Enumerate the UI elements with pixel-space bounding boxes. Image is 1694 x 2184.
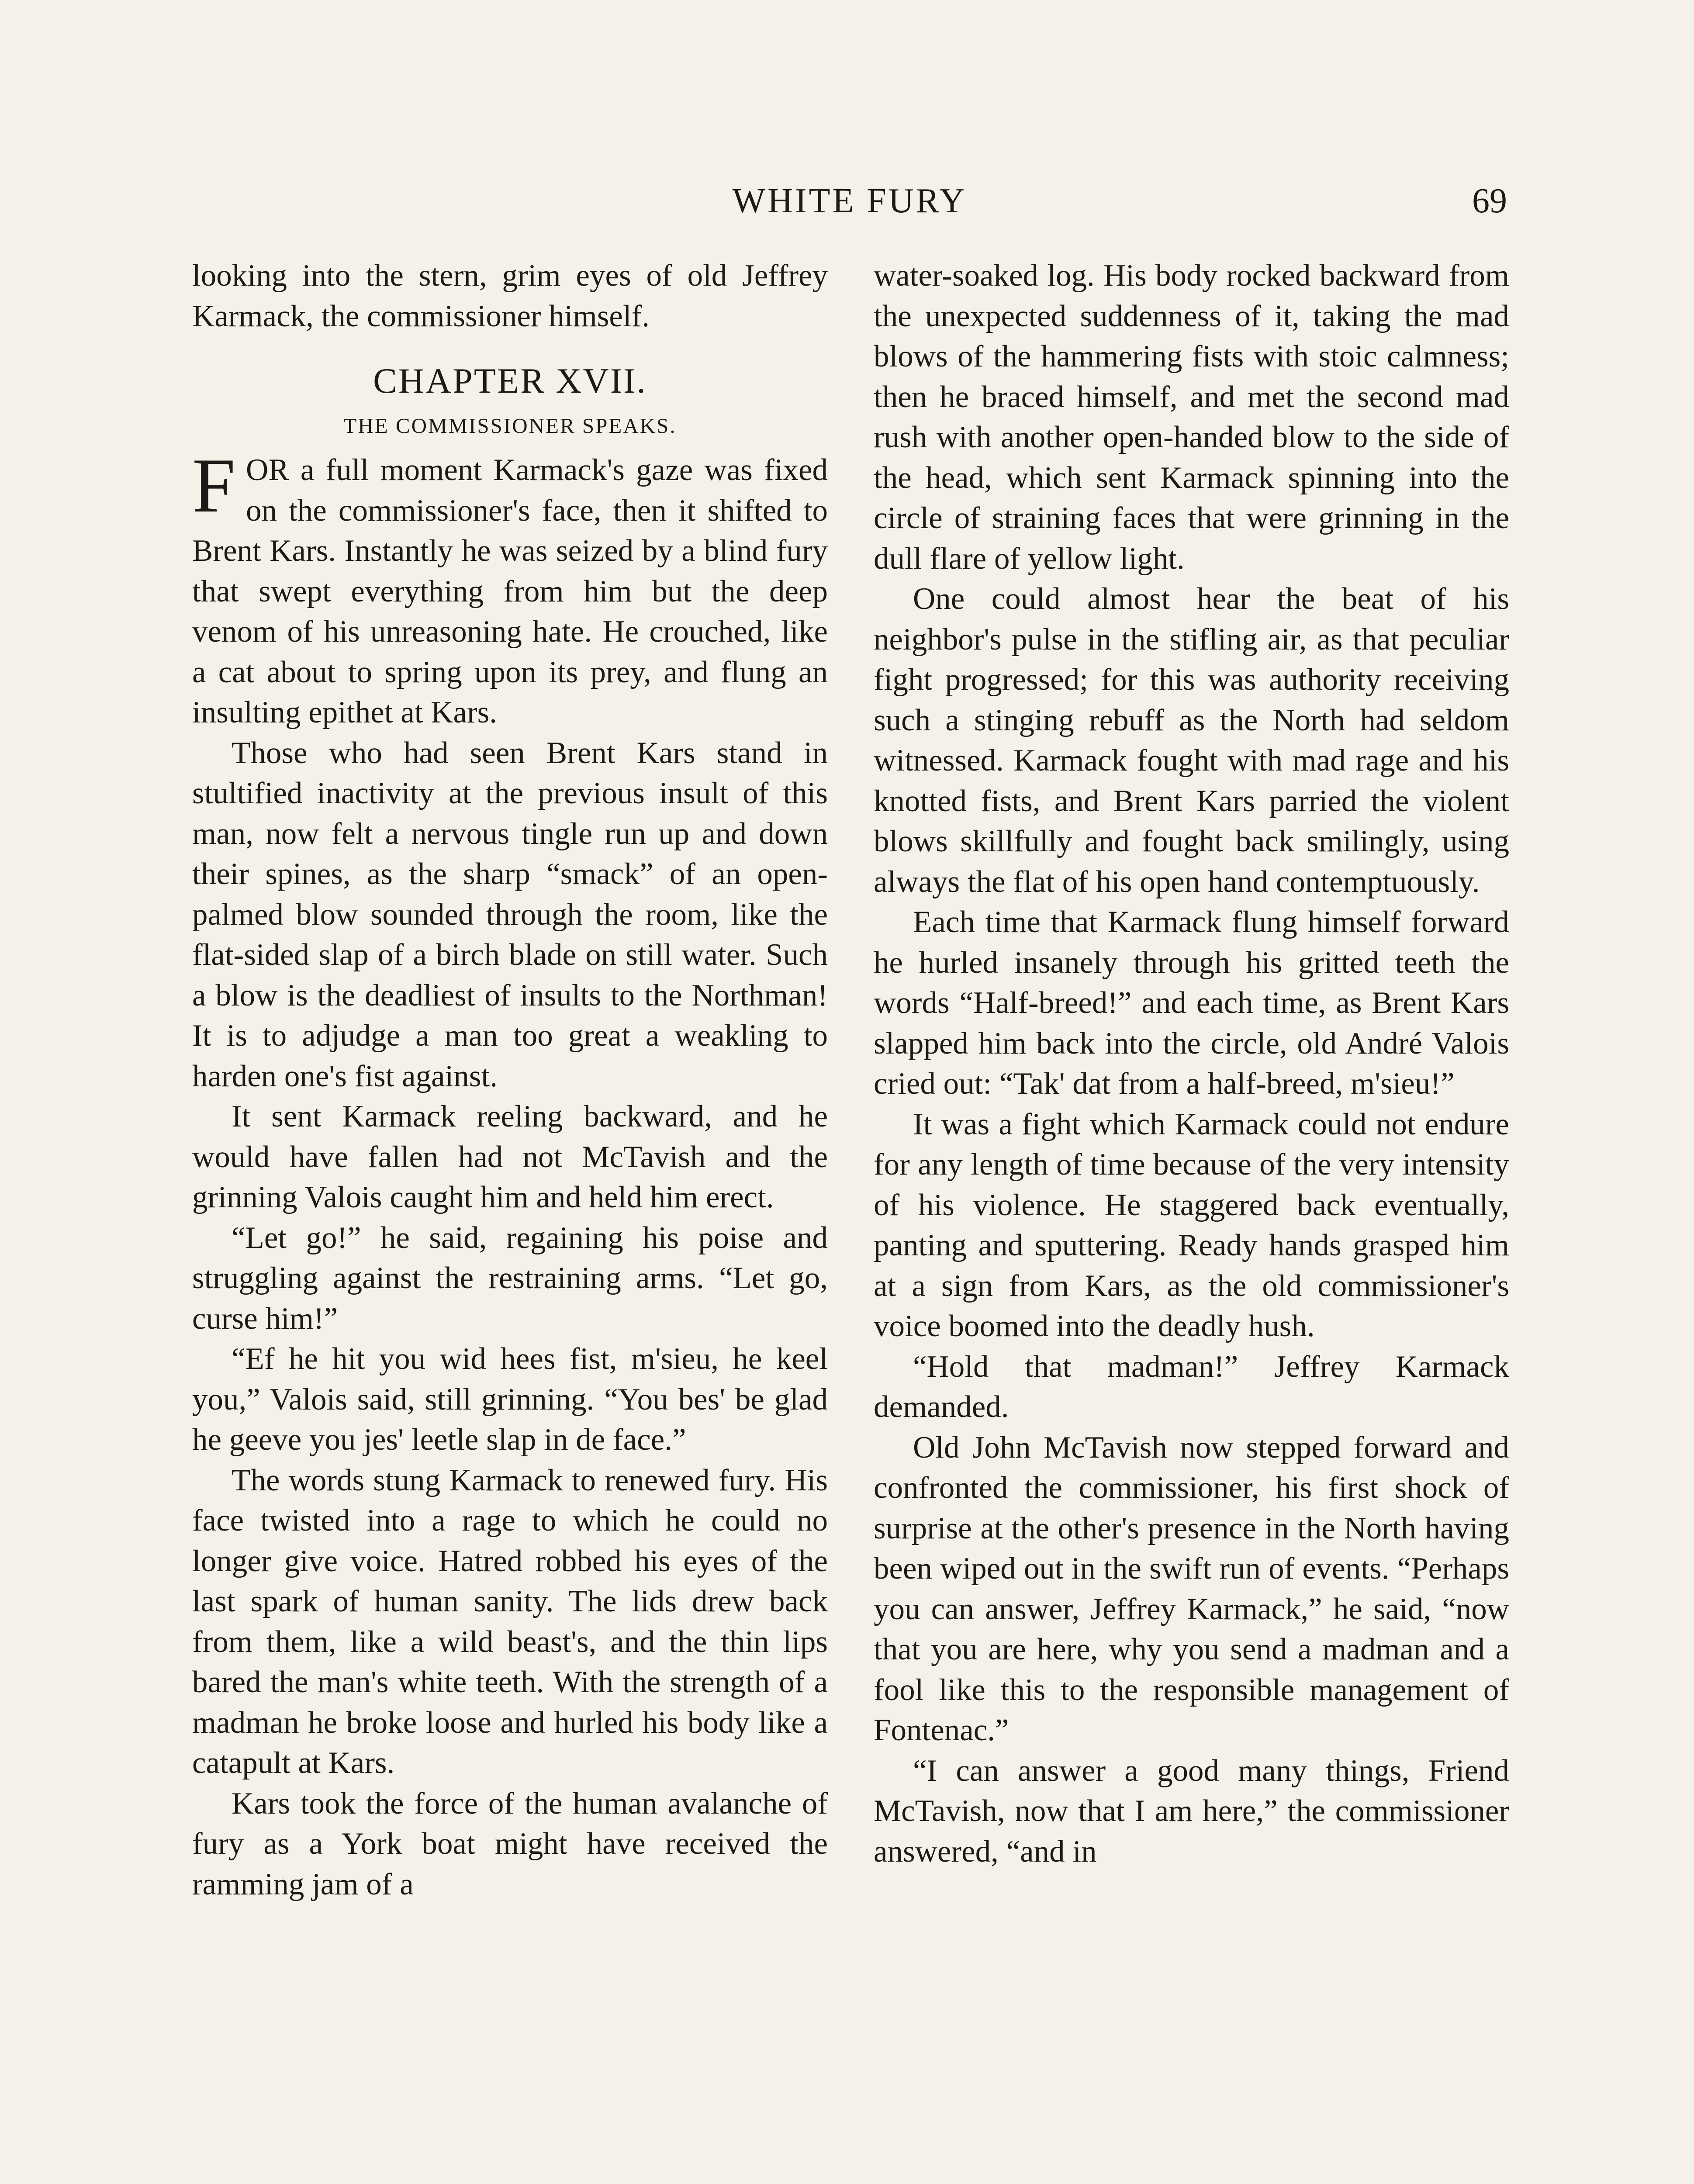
paragraph: “Let go!” he said, regaining his poise and struggling against the restraining arms. “Let go, curse him!”: [192, 1220, 828, 1336]
paragraph: Each time that Karmack flung himself forward he hurled insanely through his gritted teeth the words “Half-breed!” and each time, as Brent Kars slapped him back into the circle, old André Valois cried out: “Tak' dat from a half-breed, m'sieu!”: [874, 905, 1509, 1101]
paragraph: Those who had seen Brent Kars stand in stultified inactivity at the previous insult of this man, now felt a nervous tingle run up and down their spines, as the sharp “smack” of an open-palmed blow sounded through the room, like the flat-sided slap of a birch blade on still water. Such a blow is the deadliest of insults to the Northman! It is to adjudge a man too great a weakling to harden one's fist against.: [192, 736, 828, 1093]
paragraph: “Ef he hit you wid hees fist, m'sieu, he keel you,” Valois said, still grinning. “You bes' be glad he geeve you jes' leetle slap in de face.”: [192, 1342, 828, 1457]
chapter-first-paragraph-text: OR a full moment Karmack's gaze was fixed on the commissioner's face, then it shifted to Brent Kars. Instantly he was seized by a blind fury that swept everything from him but the deep venom of his unreasoning hate. He crouched, like a cat about to spring upon its prey, and flung an insulting epithet at Kars.: [192, 453, 828, 729]
paragraph: It was a fight which Karmack could not endure for any length of time because of the very intensity of his violence. He staggered back eventually, panting and sputtering. Ready hands grasped him at a sign from Kars, as the old commissioner's voice boomed into the deadly hush.: [874, 1107, 1509, 1343]
page-header: [192, 177, 1507, 225]
paragraph: Old John McTavish now stepped forward and confronted the commissioner, his first shock of surprise at the other's presence in the North having been wiped out in the swift run of events. “Perhaps you can answer, Jeffrey Karmack,” he said, “now that you are here, why you send a madman and a fool like this to the responsible management of Fontenac.”: [874, 1430, 1509, 1747]
paragraph: The words stung Karmack to renewed fury. His face twisted into a rage to which he could no longer give voice. Hatred robbed his eyes of the last spark of human sanity. The lids drew back from them, like a wild beast's, and the thin lips bared the man's white teeth. With the strength of a madman he broke loose and hurled his body like a catapult at Kars.: [192, 1463, 828, 1780]
paragraph: One could almost hear the beat of his neighbor's pulse in the stifling air, as that peculiar fight progressed; for this was authority receiving such a stinging rebuff as the North had seldom witnessed. Karmack fought with mad rage and his knotted fists, and Brent Kars parried the violent blows skillfully and fought back smilingly, using always the flat of his open hand contemptuously.: [874, 582, 1509, 899]
right-column: [874, 256, 1509, 1872]
drop-cap: F: [192, 442, 235, 529]
chapter-heading: CHAPTER XVII.: [373, 361, 647, 401]
left-column: [192, 256, 828, 1904]
chapter-first-paragraph: [192, 442, 828, 733]
chapter-subtitle: THE COMMISSIONER SPEAKS.: [343, 414, 677, 438]
paragraph: It sent Karmack reeling backward, and he would have fallen had not McTavish and the grinning Valois caught him and held him erect.: [192, 1099, 828, 1214]
paragraph: Kars took the force of the human avalanche of fury as a York boat might have received the ramming jam of a: [192, 1786, 828, 1901]
left-opening-paragraph: looking into the stern, grim eyes of old Jeffrey Karmack, the commissioner himself.: [192, 259, 828, 333]
right-opening-paragraph: water-soaked log. His body rocked backward from the unexpected suddenness of it, taking the mad blows of the hammering fists with stoic calmness; then he braced himself, and met the second mad rush with another open-handed blow to the side of the head, which sent Karmack spinning into the circle of straining faces that were grinning in the dull flare of yellow light.: [874, 259, 1509, 576]
page-number: 69: [1472, 182, 1507, 220]
paragraph: “I can answer a good many things, Friend McTavish, now that I am here,” the commissioner answered, “and in: [874, 1753, 1509, 1869]
running-title: WHITE FURY: [732, 182, 967, 220]
paragraph: “Hold that madman!” Jeffrey Karmack demanded.: [874, 1349, 1509, 1424]
